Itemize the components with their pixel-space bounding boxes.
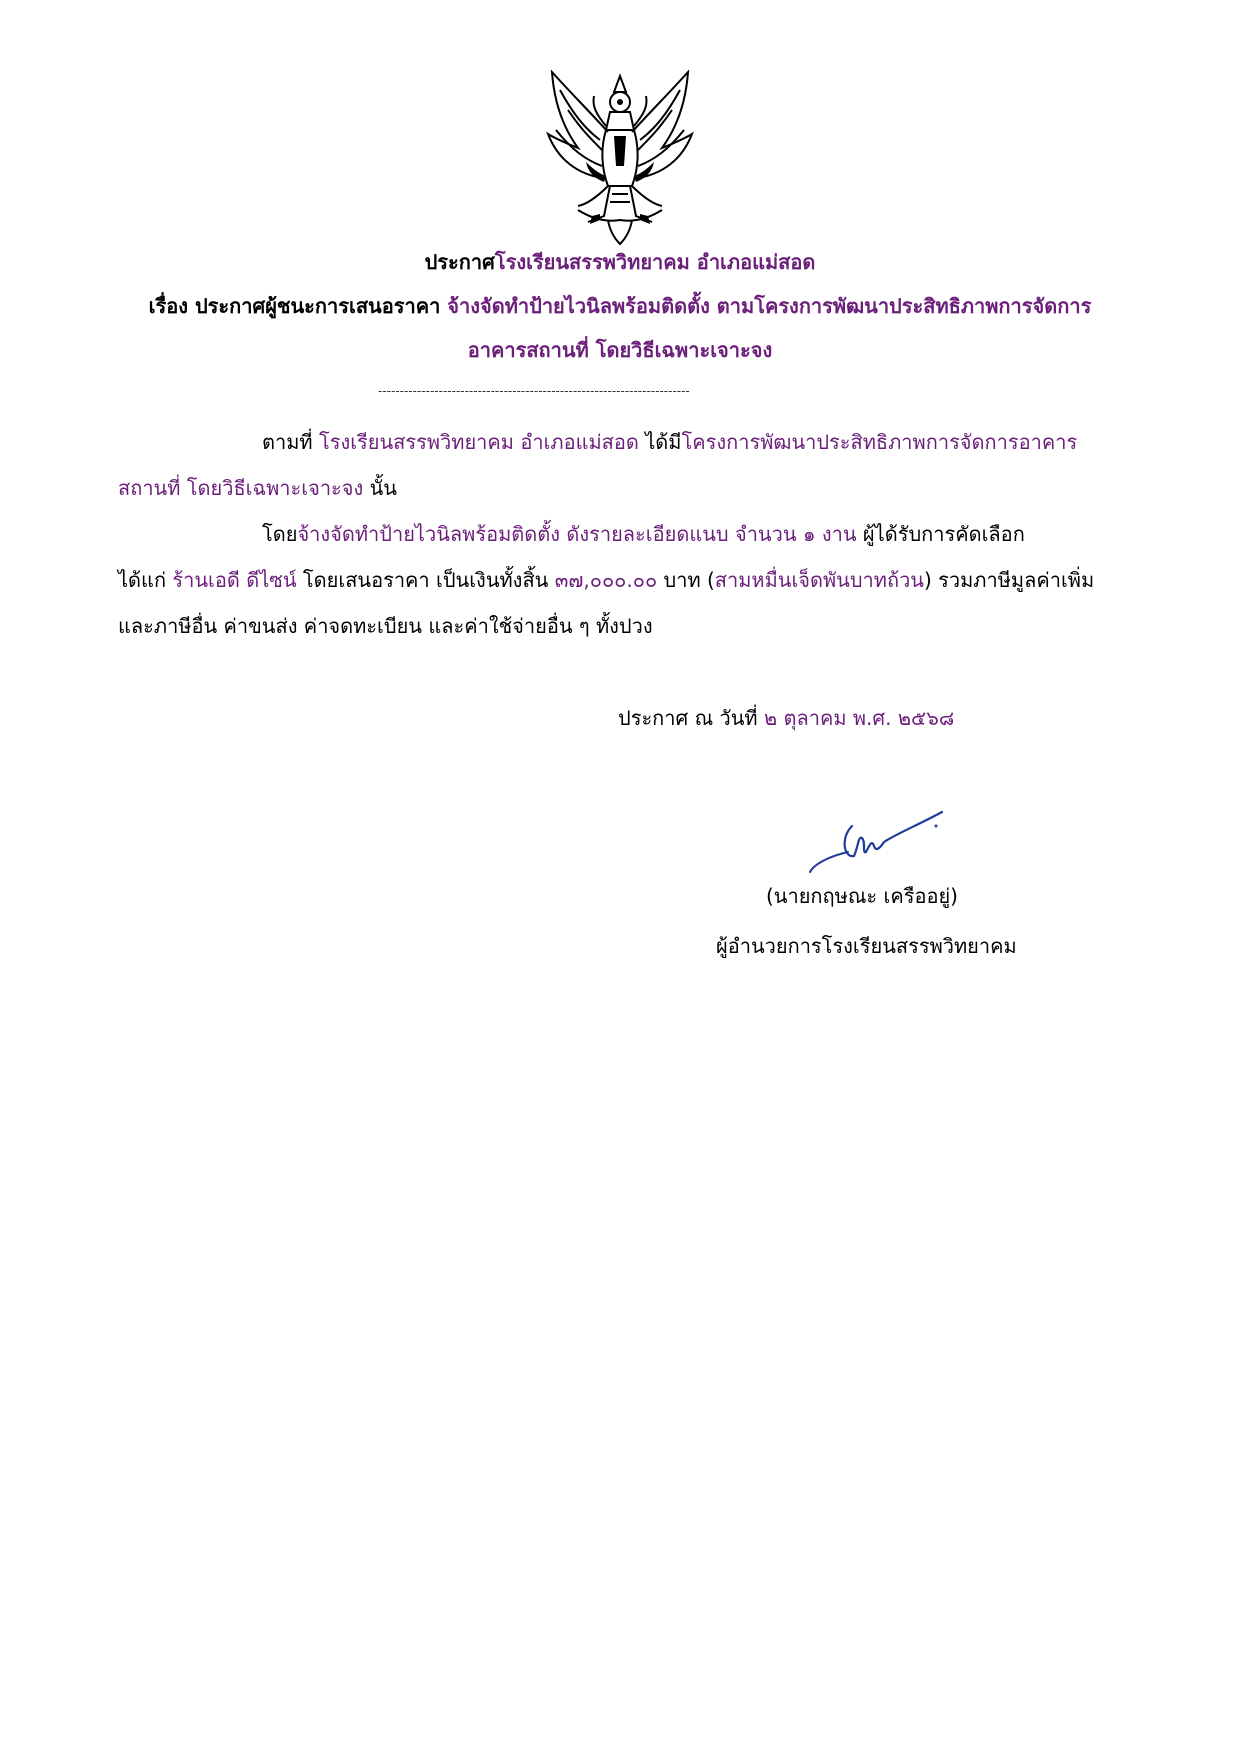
signatory-position: ผู้อำนวยการโรงเรียนสรรพวิทยาคม xyxy=(716,934,1017,958)
date-value: ๒ ตุลาคม พ.ศ. ๒๕๖๘ xyxy=(763,706,955,730)
paragraph-1-line-2 xyxy=(118,474,397,502)
subject-line xyxy=(0,292,1240,320)
paragraph-2-line-2 xyxy=(118,566,1094,594)
p2-price-amount: ๓๗,๐๐๐.๐๐ xyxy=(554,568,658,592)
title-prefix: ประกาศ xyxy=(424,250,495,274)
paragraph-2-line-1 xyxy=(262,520,1025,548)
signatory-name: (นายกฤษณะ เครืออยู่) xyxy=(766,884,958,908)
paragraph-1-line-1 xyxy=(262,428,1077,456)
p1-text-c: ได้มี xyxy=(638,430,682,454)
subject-line-2: อาคารสถานที่ โดยวิธีเฉพาะเจาะจง xyxy=(467,338,773,362)
p2-price-words: สามหมื่นเจ็ดพันบาทถ้วน xyxy=(714,568,924,592)
p1-end: นั้น xyxy=(363,476,397,500)
signature-image xyxy=(800,808,950,884)
p1-text-a: ตามที่ xyxy=(262,430,319,454)
p2-winner-name: ร้านเอดี ดีไซน์ xyxy=(172,568,297,592)
p1-project: โครงการพัฒนาประสิทธิภาพการจัดการอาคาร xyxy=(681,430,1078,454)
p2-text-a: โดย xyxy=(262,522,298,546)
p2-text-c: ผู้ได้รับการคัดเลือก xyxy=(856,522,1025,546)
subject-project: จ้างจัดทำป้ายไวนิลพร้อมติดตั้ง ตามโครงการพัฒนาประสิทธิภาพการจัดการ xyxy=(447,294,1092,318)
header-divider: ------------------------------------------------------------------------ xyxy=(378,384,690,398)
subject-label: เรื่อง ประกาศผู้ชนะการเสนอราคา xyxy=(148,294,441,318)
p2-baht: บาท ( xyxy=(657,568,715,592)
p2-winner-label: ได้แก่ xyxy=(118,568,173,592)
p1-school: โรงเรียนสรรพวิทยาคม อำเภอแม่สอด xyxy=(318,430,639,454)
garuda-emblem xyxy=(538,70,702,246)
announce-date xyxy=(618,704,954,732)
paragraph-2-line-3: และภาษีอื่น ค่าขนส่ง ค่าจดทะเบียน และค่าใช้จ่ายอื่น ๆ ทั้งปวง xyxy=(118,614,653,638)
p2-job: จ้างจัดทำป้ายไวนิลพร้อมติดตั้ง ดังรายละเอียดแนบ จำนวน ๑ งาน xyxy=(297,522,857,546)
date-label: ประกาศ ณ วันที่ xyxy=(618,706,764,730)
page-title xyxy=(0,248,1240,276)
p2-price-label: โดยเสนอราคา เป็นเงินทั้งสิ้น xyxy=(296,568,555,592)
title-org: โรงเรียนสรรพวิทยาคม อำเภอแม่สอด xyxy=(494,250,816,274)
p1-method: สถานที่ โดยวิธีเฉพาะเจาะจง xyxy=(118,476,364,500)
p2-vat: ) รวมภาษีมูลค่าเพิ่ม xyxy=(923,568,1095,592)
